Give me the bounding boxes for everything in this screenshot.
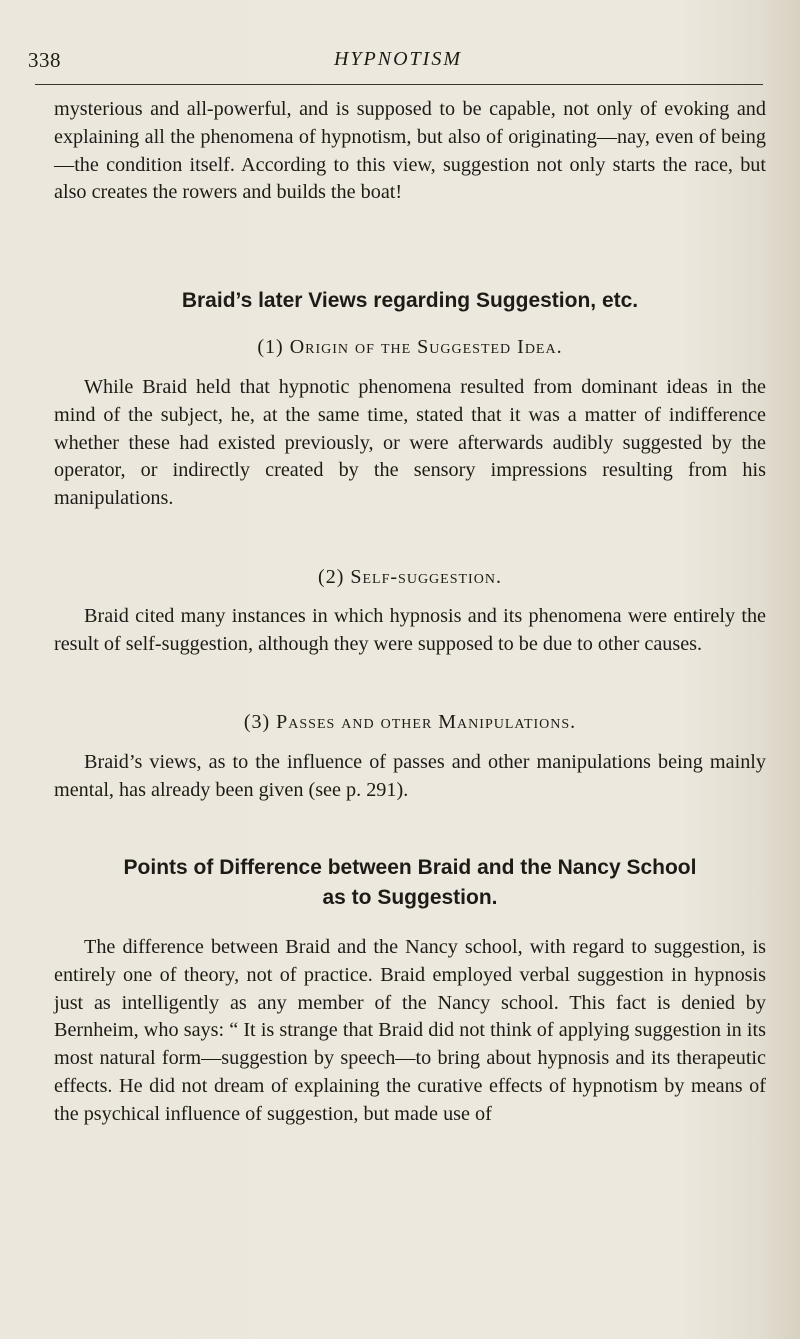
subheading-title: Passes and other Manipulations.	[276, 711, 577, 733]
subheading-number: (3)	[243, 711, 271, 733]
subheading-number: (2)	[318, 566, 345, 588]
page-number: 338	[28, 48, 61, 72]
header-rule	[35, 84, 763, 85]
paragraph-continuation: mysterious and all-powerful, and is supposed to be capable, not only of evoking and explaining all the phenomena of hypnotism, but also of originating—nay, even of being—the condition itself. According to this view, suggestion not only starts the race, but also creates the rowers and builds the boat!	[54, 98, 766, 204]
subheading-self-suggestion	[54, 566, 766, 589]
paragraph-passes: Braid’s views, as to the influence of passes and other manipulations being mainly mental, has already been given (see p. 291).	[54, 751, 766, 801]
subheading-number: (1)	[257, 336, 284, 358]
subheading-title: Self-suggestion.	[350, 566, 502, 588]
subheading-passes	[54, 711, 766, 734]
paragraph-self-suggestion: Braid cited many instances in which hypnosis and its phenomena were entirely the result of self-suggestion, although they were supposed to be due to other causes.	[54, 605, 766, 655]
section-heading-braid-later-views: Braid’s later Views regarding Suggestion, etc.	[181, 289, 639, 312]
subheading-origin	[54, 336, 766, 359]
section-heading-points-of-difference	[54, 853, 766, 913]
section-heading-line-2: as to Suggestion.	[322, 886, 498, 909]
paragraph-origin: While Braid held that hypnotic phenomena resulted from dominant ideas in the mind of the subject, he, at the same time, stated that it was a matter of indifference whether these had existed previously, or were afterwards audibly suggested by the operator, or indirectly created by the sensory impressions resulting from his manipulations.	[54, 376, 766, 510]
running-title: HYPNOTISM	[333, 48, 462, 70]
paragraph-nancy-school: The difference between Braid and the Nancy school, with regard to suggestion, is entirely one of theory, not of practice. Braid employed verbal suggestion in hypnosis just as intelligently as any member of the Nancy school. This fact is denied by Bernheim, who says: “ It is strange that Braid did not think of applying suggestion in its most natural form—suggestion by speech—to bring about hypnosis and its therapeutic effects. He did not dream of explaining the curative effects of hypnotism by means of the psychical influence of suggestion, but made use of	[54, 936, 766, 1125]
running-head	[28, 48, 768, 82]
section-heading-line-1: Points of Difference between Braid and the Nancy School	[123, 856, 697, 879]
subheading-title: Origin of the Suggested Idea.	[289, 336, 563, 358]
